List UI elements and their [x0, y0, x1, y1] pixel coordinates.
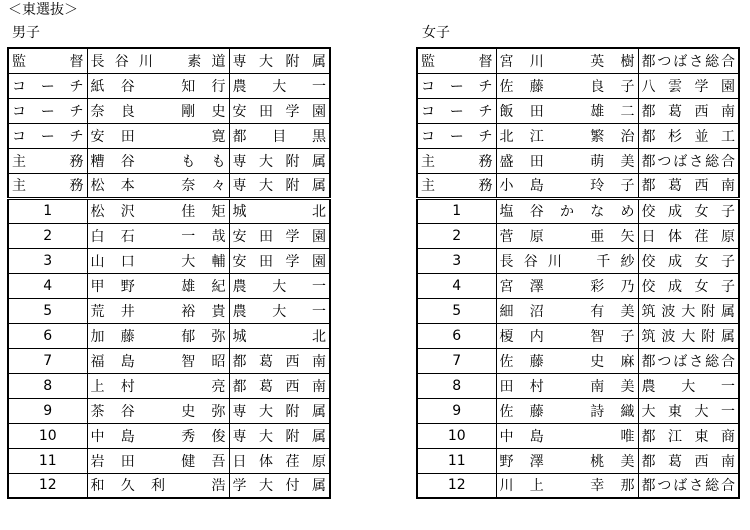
staff-role-cell: 主 務 [8, 173, 87, 198]
staff-role-cell: 監 督 [8, 48, 87, 73]
staff-school-cell: 都葛西南 [638, 98, 739, 123]
player-school-cell: 農大一 [229, 298, 330, 323]
player-number-cell: 4 [8, 273, 87, 298]
player-school-cell: 学大付属 [229, 473, 330, 498]
player-school-cell: 城 北 [229, 198, 330, 223]
staff-school-cell: 都目黒 [229, 123, 330, 148]
player-name-cell: 上村 亮 [87, 373, 229, 398]
player-row [8, 473, 330, 498]
player-name-cell: 川上 幸那 [496, 473, 638, 498]
player-row [8, 348, 330, 373]
player-school-cell: 都葛西南 [229, 348, 330, 373]
player-number-cell: 10 [417, 423, 496, 448]
player-row [8, 198, 330, 223]
player-school-cell: 農大一 [229, 273, 330, 298]
player-school-cell: 佼成女子 [638, 198, 739, 223]
staff-row [8, 48, 330, 73]
staff-school-cell: 専大附属 [229, 48, 330, 73]
player-name-cell: 山口 大輔 [87, 248, 229, 273]
staff-row [8, 123, 330, 148]
staff-name-cell: 盛田 萌美 [496, 148, 638, 173]
staff-row [8, 73, 330, 98]
player-row [417, 248, 739, 273]
player-row [8, 298, 330, 323]
player-number-cell: 10 [8, 423, 87, 448]
staff-role-cell: コーチ [8, 98, 87, 123]
staff-school-cell: 都つばさ総合 [638, 48, 739, 73]
player-name-cell: 塩谷かなめ [496, 198, 638, 223]
staff-school-cell: 都葛西南 [638, 173, 739, 198]
staff-school-cell: 都杉並工 [638, 123, 739, 148]
player-number-cell: 6 [8, 323, 87, 348]
staff-name-cell: 奈良 剛史 [87, 98, 229, 123]
staff-school-cell: 都つばさ総合 [638, 148, 739, 173]
player-row [417, 323, 739, 348]
staff-school-cell: 安田学園 [229, 98, 330, 123]
staff-name-cell: 紙谷 知行 [87, 73, 229, 98]
player-number-cell: 11 [417, 448, 496, 473]
player-name-cell: 中島 唯 [496, 423, 638, 448]
player-number-cell: 7 [8, 348, 87, 373]
staff-role-cell: コーチ [8, 73, 87, 98]
player-row [417, 373, 739, 398]
player-number-cell: 5 [417, 298, 496, 323]
player-school-cell: 都葛西南 [638, 448, 739, 473]
staff-name-cell: 安田 寛 [87, 123, 229, 148]
staff-role-cell: 監 督 [417, 48, 496, 73]
girls-section-label: 女子 [422, 25, 450, 41]
player-name-cell: 長谷川 千紗 [496, 248, 638, 273]
staff-row [417, 73, 739, 98]
staff-row [417, 48, 739, 73]
boys-roster-body [8, 48, 330, 498]
staff-role-cell: コーチ [417, 98, 496, 123]
player-school-cell: 農大一 [638, 373, 739, 398]
player-number-cell: 12 [417, 473, 496, 498]
player-school-cell: 佼成女子 [638, 248, 739, 273]
girls-roster-body [417, 48, 739, 498]
player-row [417, 448, 739, 473]
player-number-cell: 7 [417, 348, 496, 373]
player-name-cell: 宮澤 彩乃 [496, 273, 638, 298]
player-row [417, 423, 739, 448]
player-name-cell: 岩田 健吾 [87, 448, 229, 473]
player-name-cell: 細沼 有美 [496, 298, 638, 323]
staff-name-cell: 北江 繁治 [496, 123, 638, 148]
staff-name-cell: 佐藤 良子 [496, 73, 638, 98]
player-name-cell: 中島 秀俊 [87, 423, 229, 448]
player-row [8, 223, 330, 248]
girls-roster-table [416, 47, 740, 499]
player-row [8, 273, 330, 298]
player-row [8, 373, 330, 398]
staff-role-cell: コーチ [417, 73, 496, 98]
staff-row [8, 98, 330, 123]
staff-school-cell: 専大附属 [229, 148, 330, 173]
staff-name-cell: 小島 玲子 [496, 173, 638, 198]
boys-section-label: 男子 [12, 25, 40, 41]
staff-row [417, 148, 739, 173]
player-school-cell: 筑波大附属 [638, 298, 739, 323]
player-name-cell: 榎内 智子 [496, 323, 638, 348]
player-number-cell: 3 [417, 248, 496, 273]
player-school-cell: 安田学園 [229, 223, 330, 248]
staff-row [8, 173, 330, 198]
player-school-cell: 都つばさ総合 [638, 473, 739, 498]
player-school-cell: 専大附属 [229, 423, 330, 448]
player-name-cell: 田村 南美 [496, 373, 638, 398]
player-name-cell: 甲野 雄紀 [87, 273, 229, 298]
player-school-cell: 日体荏原 [638, 223, 739, 248]
staff-role-cell: 主 務 [417, 173, 496, 198]
player-number-cell: 9 [8, 398, 87, 423]
staff-school-cell: 八雲学園 [638, 73, 739, 98]
staff-name-cell: 長谷川 素道 [87, 48, 229, 73]
staff-name-cell: 飯田 雄二 [496, 98, 638, 123]
player-number-cell: 3 [8, 248, 87, 273]
player-school-cell: 都江東商 [638, 423, 739, 448]
player-name-cell: 加藤 郁弥 [87, 323, 229, 348]
player-name-cell: 野澤 桃美 [496, 448, 638, 473]
player-name-cell: 佐藤 詩織 [496, 398, 638, 423]
player-row [8, 448, 330, 473]
player-row [8, 398, 330, 423]
player-number-cell: 12 [8, 473, 87, 498]
boys-roster-table [7, 47, 331, 499]
player-number-cell: 8 [417, 373, 496, 398]
player-number-cell: 6 [417, 323, 496, 348]
player-number-cell: 1 [417, 198, 496, 223]
player-school-cell: 都葛西南 [229, 373, 330, 398]
staff-row [417, 98, 739, 123]
staff-row [417, 123, 739, 148]
staff-name-cell: 宮川 英樹 [496, 48, 638, 73]
player-number-cell: 9 [417, 398, 496, 423]
player-name-cell: 菅原 亜矢 [496, 223, 638, 248]
player-name-cell: 松沢 佳矩 [87, 198, 229, 223]
player-row [417, 223, 739, 248]
page-title: ＜東選抜＞ [8, 2, 78, 18]
staff-role-cell: コーチ [417, 123, 496, 148]
player-number-cell: 5 [8, 298, 87, 323]
player-row [417, 473, 739, 498]
player-name-cell: 福島 智昭 [87, 348, 229, 373]
player-school-cell: 安田学園 [229, 248, 330, 273]
player-name-cell: 白石 一哉 [87, 223, 229, 248]
staff-row [8, 148, 330, 173]
player-name-cell: 和久利 浩 [87, 473, 229, 498]
player-row [417, 348, 739, 373]
player-row [8, 323, 330, 348]
player-number-cell: 4 [417, 273, 496, 298]
player-row [417, 398, 739, 423]
staff-school-cell: 農大一 [229, 73, 330, 98]
player-row [8, 248, 330, 273]
player-school-cell: 佼成女子 [638, 273, 739, 298]
staff-school-cell: 専大附属 [229, 173, 330, 198]
staff-name-cell: 松本 奈々 [87, 173, 229, 198]
player-row [417, 273, 739, 298]
player-number-cell: 11 [8, 448, 87, 473]
player-name-cell: 佐藤 史麻 [496, 348, 638, 373]
player-name-cell: 荒井 裕貴 [87, 298, 229, 323]
staff-role-cell: 主 務 [417, 148, 496, 173]
player-name-cell: 茶谷 史弥 [87, 398, 229, 423]
player-number-cell: 2 [8, 223, 87, 248]
player-school-cell: 専大附属 [229, 398, 330, 423]
player-school-cell: 日体荏原 [229, 448, 330, 473]
player-number-cell: 8 [8, 373, 87, 398]
player-school-cell: 大東大一 [638, 398, 739, 423]
player-row [417, 198, 739, 223]
player-school-cell: 都つばさ総合 [638, 348, 739, 373]
staff-name-cell: 糟谷 もも [87, 148, 229, 173]
player-number-cell: 2 [417, 223, 496, 248]
player-row [417, 298, 739, 323]
player-school-cell: 筑波大附属 [638, 323, 739, 348]
player-row [8, 423, 330, 448]
player-number-cell: 1 [8, 198, 87, 223]
staff-role-cell: コーチ [8, 123, 87, 148]
player-school-cell: 城 北 [229, 323, 330, 348]
staff-row [417, 173, 739, 198]
staff-role-cell: 主 務 [8, 148, 87, 173]
